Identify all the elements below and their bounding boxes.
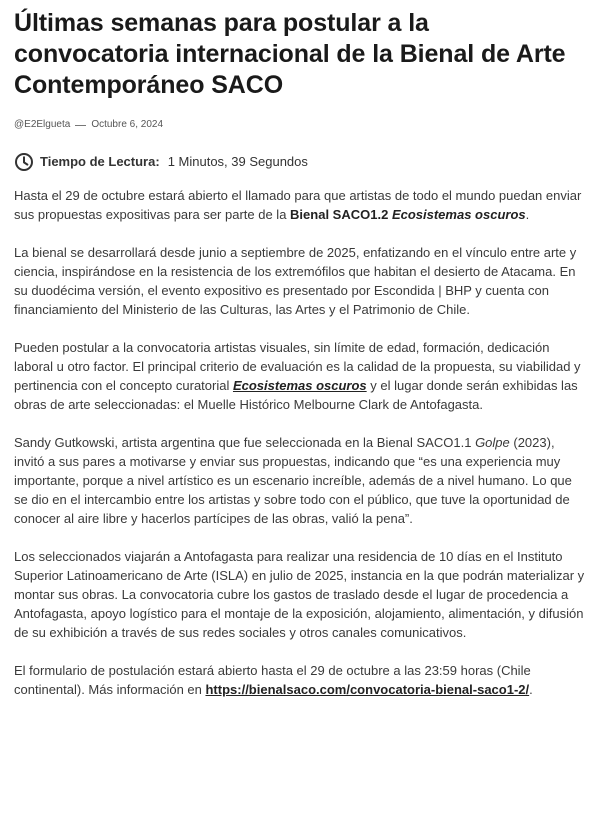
text: . bbox=[525, 207, 530, 222]
text: Los seleccionados viajarán a Antofagasta para realizar una residencia de 10 días en el Instituto Superior Latinoamericano de Arte (ISLA) en julio de 2025, instancia en la que podrán materializar y montar sus obras. La convocatoria cubre los gastos de traslado desde el lugar de procedencia a Antofagasta, apoyo logístico para el montaje de la exposición, alojamiento, alimentación, y difusión de su exhibición a través de sus redes sociales y otros canales comunicativos. bbox=[14, 549, 585, 640]
reading-time-value: 1 Minutos, 39 Segundos bbox=[167, 154, 308, 169]
article-body bbox=[14, 186, 586, 699]
paragraph-3 bbox=[14, 338, 586, 414]
paragraph-6 bbox=[14, 661, 586, 699]
bold-italic-text: Ecosistemas oscuros bbox=[391, 207, 526, 222]
clock-icon bbox=[14, 152, 34, 172]
bold-italic-underlined-text: Ecosistemas oscuros bbox=[232, 378, 367, 393]
paragraph-5 bbox=[14, 547, 586, 642]
paragraph-2 bbox=[14, 243, 586, 319]
publish-date: Octubre 6, 2024 bbox=[91, 119, 164, 130]
text: La bienal se desarrollará desde junio a septiembre de 2025, enfatizando en el vínculo entre arte y ciencia, inspirándose en la resistencia de los extremófilos que habitan el desierto de Atacama. En su duodécima versión, el evento expositivo es presentado por Escondida | BHP y cuenta con financiamiento del Ministerio de las Culturas, las Artes y el Patrimonio de Chile. bbox=[14, 245, 577, 317]
article-title: Últimas semanas para postular a la convocatoria internacional de la Bienal de Arte Contemporáneo SACO bbox=[14, 9, 566, 99]
text: y el lugar donde serán exhibidas las obras de arte seleccionadas: el Muelle Histórico Melbourne Clark de Antofagasta. bbox=[14, 378, 578, 412]
paragraph-1 bbox=[14, 186, 586, 224]
bold-text: Bienal SACO1.2 bbox=[290, 207, 389, 222]
text: Sandy Gutkowski, artista argentina que fue seleccionada en la Bienal SACO1.1 bbox=[14, 435, 476, 450]
text: . bbox=[529, 682, 533, 697]
text: El formulario de postulación estará abierto hasta el 29 de octubre a las 23:59 horas (Chile continental). Más información en bbox=[14, 663, 531, 697]
text: Pueden postular a la convocatoria artistas visuales, sin límite de edad, formación, dedicación laboral u otro factor. El principal criterio de evaluación es la calidad de la propuesta, su viabilidad y pertinencia con el concepto curatorial bbox=[14, 340, 581, 393]
text: Hasta el 29 de octubre estará abierto el llamado para que artistas de todo el mundo puedan enviar sus propuestas expositivas para ser parte de la bbox=[14, 188, 582, 222]
reading-time-label: Tiempo de Lectura: bbox=[40, 154, 160, 169]
article-meta bbox=[14, 118, 586, 132]
info-link[interactable]: https://bienalsaco.com/convocatoria-bienal-saco1-2/ bbox=[205, 682, 530, 697]
text: (2023), invitó a sus pares a motivarse y enviar sus propuestas, indicando que “es una experiencia muy importante, porque a nivel artístico es un escenario increíble, además de a nivel humano. Lo que se dio en el intercambio entre los artistas y sobre todo con el público, que tuve la oportunidad de conocer al aire libre y hacerlos partícipes de las obras, valió la pena”. bbox=[14, 435, 572, 526]
meta-separator bbox=[75, 125, 86, 126]
paragraph-4 bbox=[14, 433, 586, 528]
author-link[interactable]: @E2Elgueta bbox=[14, 119, 71, 130]
italic-text: Golpe bbox=[475, 435, 510, 450]
reading-time bbox=[14, 152, 586, 172]
